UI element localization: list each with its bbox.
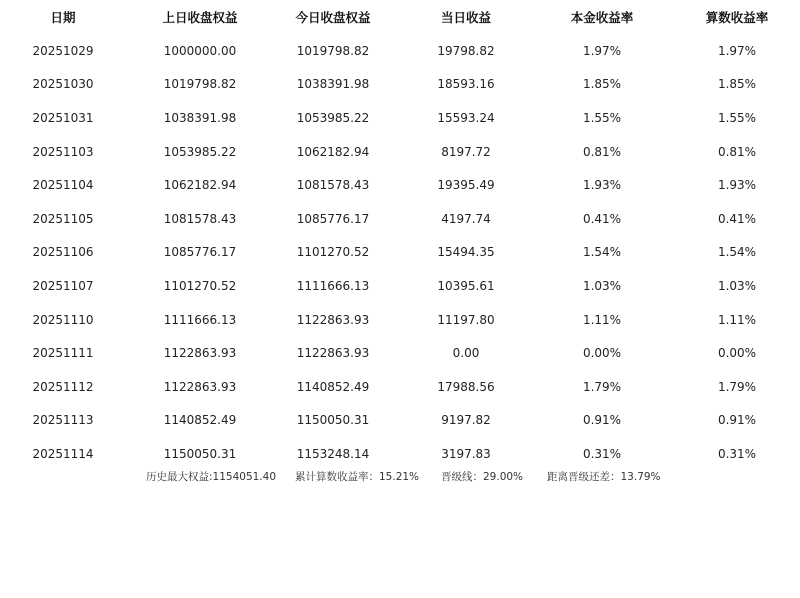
- arithmetic-return-cell: 1.93%: [717, 178, 757, 193]
- arithmetic-return-cell: 1.54%: [717, 245, 757, 260]
- date-cell: 20251112: [32, 379, 94, 394]
- arithmetic-return-cell: 1.85%: [717, 77, 757, 92]
- arithmetic-return-cell: 0.41%: [717, 211, 757, 226]
- principal-return-cell: 1.79%: [582, 379, 622, 394]
- header-principal-return: 本金收益率: [570, 10, 634, 25]
- daily-profit-cell: 19395.49: [437, 178, 495, 193]
- prev-close-equity-cell: 1062182.94: [163, 178, 237, 193]
- date-cell: 20251113: [32, 413, 94, 428]
- date-cell: 20251030: [32, 77, 94, 92]
- table-body: [0, 34, 800, 471]
- date-cell: 20251106: [32, 245, 94, 260]
- daily-profit-cell: 3197.83: [441, 446, 491, 461]
- date-cell: 20251031: [32, 110, 94, 125]
- daily-profit-cell: 18593.16: [437, 77, 495, 92]
- table-row: [0, 404, 800, 438]
- today-close-equity-cell: 1085776.17: [296, 211, 370, 226]
- principal-return-cell: 0.91%: [582, 413, 622, 428]
- prev-close-equity-cell: 1038391.98: [163, 110, 237, 125]
- principal-return-cell: 1.55%: [582, 110, 622, 125]
- today-close-equity-cell: 1062182.94: [296, 144, 370, 159]
- table-header-row: [0, 0, 800, 34]
- arithmetic-return-cell: 0.31%: [717, 446, 757, 461]
- arithmetic-return-cell: 1.79%: [717, 379, 757, 394]
- daily-profit-cell: 8197.72: [441, 144, 491, 159]
- prev-close-equity-cell: 1000000.00: [163, 43, 237, 58]
- principal-return-cell: 1.54%: [582, 245, 622, 260]
- principal-return-cell: 1.11%: [582, 312, 622, 327]
- arithmetic-return-cell: 1.03%: [717, 278, 757, 293]
- principal-return-cell: 1.85%: [582, 77, 622, 92]
- summary-bar: [0, 466, 800, 488]
- arithmetic-return-cell: 1.97%: [717, 43, 757, 58]
- table-row: [0, 202, 800, 236]
- today-close-equity-cell: 1019798.82: [296, 43, 370, 58]
- today-close-equity-cell: 1140852.49: [296, 379, 370, 394]
- principal-return-cell: 1.03%: [582, 278, 622, 293]
- date-cell: 20251107: [32, 278, 94, 293]
- daily-profit-cell: 17988.56: [437, 379, 495, 394]
- prev-close-equity-cell: 1081578.43: [163, 211, 237, 226]
- header-arithmetic-return: 算数收益率: [705, 10, 769, 25]
- today-close-equity-cell: 1153248.14: [296, 446, 370, 461]
- principal-return-cell: 0.81%: [582, 144, 622, 159]
- today-close-equity-cell: 1122863.93: [296, 346, 370, 361]
- prev-close-equity-cell: 1101270.52: [163, 278, 237, 293]
- daily-profit-cell: 19798.82: [437, 43, 495, 58]
- header-prev-close-equity: 上日收盘权益: [162, 10, 238, 25]
- today-close-equity-cell: 1053985.22: [296, 110, 370, 125]
- today-close-equity-cell: 1111666.13: [296, 278, 370, 293]
- daily-profit-cell: 15593.24: [437, 110, 495, 125]
- table-row: [0, 101, 800, 135]
- table-row: [0, 303, 800, 337]
- daily-profit-cell: 10395.61: [437, 278, 495, 293]
- daily-profit-cell: 11197.80: [437, 312, 495, 327]
- header-daily-profit: 当日收益: [440, 10, 491, 25]
- table-row: [0, 269, 800, 303]
- prev-close-equity-cell: 1085776.17: [163, 245, 237, 260]
- promotion-line-text: 晋级线：29.00%: [441, 471, 524, 483]
- header-date: 日期: [50, 10, 76, 25]
- remaining-gap-text: 距离晋级还差：13.79%: [547, 471, 661, 483]
- principal-return-cell: 0.00%: [582, 346, 622, 361]
- table-row: [0, 135, 800, 169]
- today-close-equity-cell: 1122863.93: [296, 312, 370, 327]
- prev-close-equity-cell: 1122863.93: [163, 379, 237, 394]
- principal-return-cell: 0.41%: [582, 211, 622, 226]
- table-row: [0, 336, 800, 370]
- daily-profit-cell: 4197.74: [441, 211, 491, 226]
- daily-profit-cell: 15494.35: [437, 245, 495, 260]
- table-row: [0, 68, 800, 102]
- daily-profit-cell: 9197.82: [441, 413, 491, 428]
- prev-close-equity-cell: 1019798.82: [163, 77, 237, 92]
- today-close-equity-cell: 1101270.52: [296, 245, 370, 260]
- today-close-equity-cell: 1038391.98: [296, 77, 370, 92]
- today-close-equity-cell: 1150050.31: [296, 413, 370, 428]
- date-cell: 20251110: [32, 312, 94, 327]
- arithmetic-return-cell: 0.91%: [717, 413, 757, 428]
- prev-close-equity-cell: 1140852.49: [163, 413, 237, 428]
- date-cell: 20251111: [32, 346, 94, 361]
- date-cell: 20251105: [32, 211, 94, 226]
- date-cell: 20251104: [32, 178, 94, 193]
- arithmetic-return-cell: 1.11%: [717, 312, 757, 327]
- today-close-equity-cell: 1081578.43: [296, 178, 370, 193]
- arithmetic-return-cell: 0.00%: [717, 346, 757, 361]
- date-cell: 20251029: [32, 43, 94, 58]
- arithmetic-return-cell: 1.55%: [717, 110, 757, 125]
- prev-close-equity-cell: 1122863.93: [163, 346, 237, 361]
- prev-close-equity-cell: 1053985.22: [163, 144, 237, 159]
- header-today-close-equity: 今日收盘权益: [295, 10, 371, 25]
- daily-profit-cell: 0.00: [452, 346, 480, 361]
- cumulative-return-text: 累计算数收益率：15.21%: [295, 471, 420, 483]
- principal-return-cell: 0.31%: [582, 446, 622, 461]
- arithmetic-return-cell: 0.81%: [717, 144, 757, 159]
- table-row: [0, 168, 800, 202]
- table-row: [0, 34, 800, 68]
- table-row: [0, 236, 800, 270]
- prev-close-equity-cell: 1111666.13: [163, 312, 237, 327]
- table-row: [0, 370, 800, 404]
- date-cell: 20251114: [32, 446, 94, 461]
- prev-close-equity-cell: 1150050.31: [163, 446, 237, 461]
- date-cell: 20251103: [32, 144, 94, 159]
- principal-return-cell: 1.97%: [582, 43, 622, 58]
- max-equity-text: 历史最大权益:1154051.40: [146, 471, 276, 483]
- principal-return-cell: 1.93%: [582, 178, 622, 193]
